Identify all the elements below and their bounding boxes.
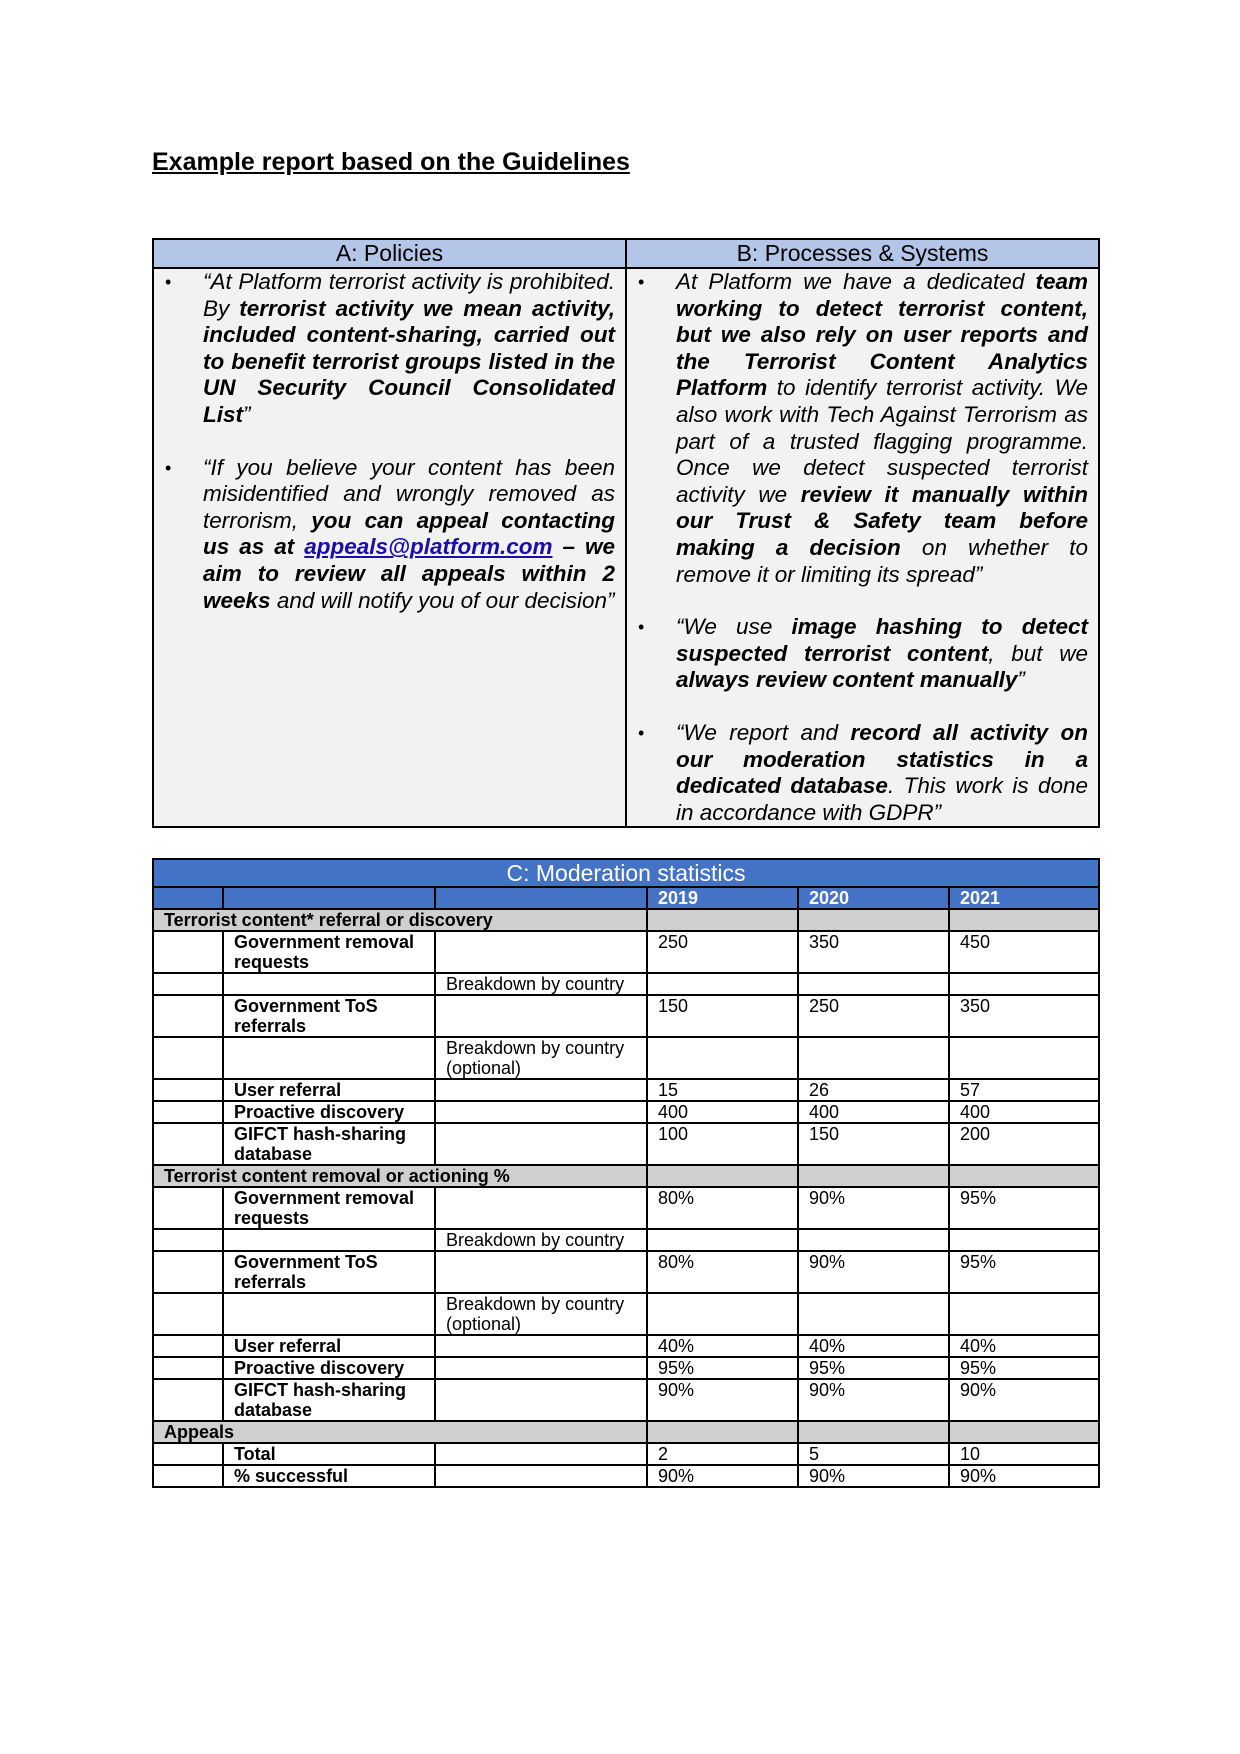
row-label: User referral (223, 1079, 435, 1101)
processes-heading: B: Processes & Systems (626, 239, 1099, 268)
value-cell: 40% (949, 1335, 1099, 1357)
row-label (223, 973, 435, 995)
row-label (223, 1229, 435, 1251)
bullet-icon: • (638, 272, 645, 292)
table-row (153, 1123, 1099, 1165)
processes-cell (626, 268, 1099, 827)
process-item: • At Platform we have a dedicated team working to detect terrorist content, but we also rely on user reports and the Terrorist Content Analytics Platform to identify terrorist activity. We also work with Tech Against Terrorism as part of a trusted flagging programme. Once we detect suspected terrorist activity we review it manually within our Trust & Safety team before making a decision on whether to remove it or limiting its spread” (638, 269, 1089, 587)
table-row (153, 1251, 1099, 1293)
value-cell: 90% (798, 1379, 949, 1421)
value-cell (798, 1229, 949, 1251)
indent-cell (153, 1229, 223, 1251)
table-row (153, 1293, 1099, 1335)
table-row (153, 1465, 1099, 1487)
breakdown-cell (435, 1379, 647, 1421)
breakdown-cell (435, 1251, 647, 1293)
value-cell: 26 (798, 1079, 949, 1101)
breakdown-cell: Breakdown by country (optional) (435, 1293, 647, 1335)
value-cell (798, 973, 949, 995)
breakdown-cell (435, 931, 647, 973)
value-cell: 57 (949, 1079, 1099, 1101)
value-cell (647, 1229, 798, 1251)
breakdown-cell (435, 995, 647, 1037)
indent-cell (153, 1379, 223, 1421)
value-cell (647, 1293, 798, 1335)
breakdown-cell (435, 1443, 647, 1465)
value-cell: 95% (949, 1357, 1099, 1379)
process-item: • “We report and record all activity on our moderation statistics in a dedicated database. This work is done in accordance with GDPR” (638, 719, 1088, 825)
value-cell: 250 (647, 931, 798, 973)
section-label: Terrorist content removal or actioning % (153, 1165, 647, 1187)
value-cell (949, 1037, 1099, 1079)
indent-cell (153, 1251, 223, 1293)
process-item: • “We use image hashing to detect suspected terrorist content, but we always review content manually” (638, 614, 1088, 693)
table-row (153, 1229, 1099, 1251)
indent-cell (153, 1079, 223, 1101)
year-header-blank (223, 887, 435, 909)
value-cell: 2 (647, 1443, 798, 1465)
breakdown-cell (435, 1465, 647, 1487)
section-blank-cell (949, 1165, 1099, 1187)
value-cell: 40% (647, 1335, 798, 1357)
value-cell: 90% (798, 1251, 949, 1293)
table-row (153, 973, 1099, 995)
row-label: Total (223, 1443, 435, 1465)
indent-cell (153, 1293, 223, 1335)
value-cell: 95% (647, 1357, 798, 1379)
indent-cell (153, 1357, 223, 1379)
bullet-icon: • (638, 617, 645, 638)
value-cell: 80% (647, 1187, 798, 1229)
policies-cell (153, 268, 626, 827)
indent-cell (153, 1335, 223, 1357)
row-label: Proactive discovery (223, 1101, 435, 1123)
section-blank-cell (647, 909, 798, 931)
value-cell: 90% (798, 1465, 949, 1487)
value-cell (949, 973, 1099, 995)
value-cell: 90% (647, 1465, 798, 1487)
breakdown-cell (435, 1335, 647, 1357)
table-row (153, 1037, 1099, 1079)
breakdown-cell: Breakdown by country (435, 973, 647, 995)
row-label: Government removal requests (223, 1187, 435, 1229)
section-label: Terrorist content* referral or discovery (153, 909, 647, 931)
table-row (153, 1335, 1099, 1357)
row-label: GIFCT hash-sharing database (223, 1379, 435, 1421)
row-label (223, 1037, 435, 1079)
row-label: Proactive discovery (223, 1357, 435, 1379)
row-label: % successful (223, 1465, 435, 1487)
value-cell: 95% (949, 1187, 1099, 1229)
breakdown-cell: Breakdown by country (435, 1229, 647, 1251)
section-blank-cell (798, 1165, 949, 1187)
value-cell: 450 (949, 931, 1099, 973)
breakdown-cell (435, 1101, 647, 1123)
policy-item: • “At Platform terrorist activity is prohibited. By terrorist activity we mean activity, included content-sharing, carried out to benefit terrorist groups listed in the UN Security Council Consolidated List” (165, 269, 615, 427)
year-header: 2020 (798, 887, 949, 909)
stats-title: C: Moderation statistics (153, 859, 1099, 887)
value-cell: 400 (647, 1101, 798, 1123)
year-header: 2019 (647, 887, 798, 909)
table-row (153, 1187, 1099, 1229)
table-row (153, 1443, 1099, 1465)
section-blank-cell (647, 1421, 798, 1443)
value-cell: 90% (949, 1465, 1099, 1487)
value-cell: 95% (949, 1251, 1099, 1293)
indent-cell (153, 1465, 223, 1487)
section-blank-cell (949, 909, 1099, 931)
value-cell: 80% (647, 1251, 798, 1293)
value-cell (647, 1037, 798, 1079)
appeals-email-link[interactable]: appeals@platform.com (304, 534, 553, 560)
section-blank-cell (798, 1421, 949, 1443)
bullet-icon: • (638, 722, 645, 743)
section-label: Appeals (153, 1421, 647, 1443)
processes-list (627, 269, 1098, 826)
indent-cell (153, 1037, 223, 1079)
breakdown-cell (435, 1123, 647, 1165)
indent-cell (153, 1443, 223, 1465)
section-blank-cell (798, 909, 949, 931)
value-cell: 400 (949, 1101, 1099, 1123)
value-cell: 40% (798, 1335, 949, 1357)
value-cell: 150 (647, 995, 798, 1037)
row-label: GIFCT hash-sharing database (223, 1123, 435, 1165)
indent-cell (153, 931, 223, 973)
section-blank-cell (949, 1421, 1099, 1443)
value-cell: 150 (798, 1123, 949, 1165)
row-label: User referral (223, 1335, 435, 1357)
value-cell: 90% (949, 1379, 1099, 1421)
value-cell (798, 1037, 949, 1079)
policies-processes-table (152, 238, 1100, 828)
table-row (153, 1079, 1099, 1101)
value-cell (949, 1293, 1099, 1335)
value-cell (798, 1293, 949, 1335)
breakdown-cell: Breakdown by country (optional) (435, 1037, 647, 1079)
value-cell: 350 (949, 995, 1099, 1037)
bullet-icon: • (165, 457, 172, 478)
table-row (153, 995, 1099, 1037)
bullet-icon: • (165, 272, 172, 292)
moderation-statistics-table (152, 858, 1100, 1488)
table-row (153, 1101, 1099, 1123)
breakdown-cell (435, 1357, 647, 1379)
value-cell: 5 (798, 1443, 949, 1465)
table-row (153, 1357, 1099, 1379)
section-blank-cell (647, 1165, 798, 1187)
value-cell: 90% (798, 1187, 949, 1229)
indent-cell (153, 1123, 223, 1165)
year-header: 2021 (949, 887, 1099, 909)
page-title: Example report based on the Guidelines (152, 148, 630, 176)
value-cell: 90% (647, 1379, 798, 1421)
value-cell: 10 (949, 1443, 1099, 1465)
row-label (223, 1293, 435, 1335)
year-header-blank (435, 887, 647, 909)
value-cell (647, 973, 798, 995)
year-header-blank (153, 887, 223, 909)
value-cell: 400 (798, 1101, 949, 1123)
breakdown-cell (435, 1187, 647, 1229)
indent-cell (153, 995, 223, 1037)
value-cell (949, 1229, 1099, 1251)
row-label: Government removal requests (223, 931, 435, 973)
indent-cell (153, 1101, 223, 1123)
indent-cell (153, 973, 223, 995)
value-cell: 95% (798, 1357, 949, 1379)
indent-cell (153, 1187, 223, 1229)
policies-heading: A: Policies (153, 239, 626, 268)
value-cell: 15 (647, 1079, 798, 1101)
policy-item: • “If you believe your content has been misidentified and wrongly removed as terrorism, you can appeal contacting us as at appeals@platform.com – we aim to review all appeals within 2 weeks and will notify you of our decision” (165, 454, 615, 613)
value-cell: 100 (647, 1123, 798, 1165)
table-row (153, 931, 1099, 973)
table-row (153, 1379, 1099, 1421)
value-cell: 350 (798, 931, 949, 973)
value-cell: 200 (949, 1123, 1099, 1165)
policies-list (154, 269, 625, 614)
row-label: Government ToS referrals (223, 1251, 435, 1293)
row-label: Government ToS referrals (223, 995, 435, 1037)
breakdown-cell (435, 1079, 647, 1101)
value-cell: 250 (798, 995, 949, 1037)
